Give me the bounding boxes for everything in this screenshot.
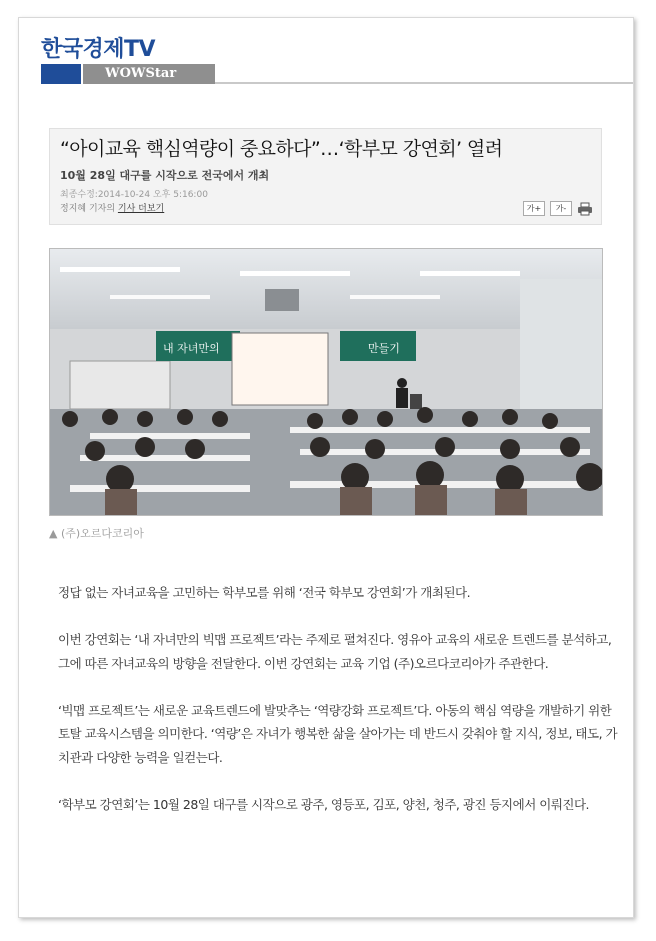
paragraph: 이번 강연회는 ‘내 자녀만의 빅맵 프로젝트’라는 주제로 펼쳐진다. 영유아 교육의 새로운 트렌드를 분석하고, 그에 따른 자녀교육의 방향을 전달한다. 이번 강연회는 교육 기업 (주)오르다코리아가 주관한다. [58,632,612,671]
article-header [49,128,602,225]
paragraph: ‘빅맵 프로젝트’는 새로운 교육트렌드에 발맞추는 ‘역량강화 프로젝트’다. 아동의 핵심 역량을 개발하기 위한 토탈 교육시스템을 의미한다. ‘역량’은 자녀가 행복한 삶을 살아가는 데 반드시 갖춰야 할 지식, 정보, 태도, 가치관과 다양한 능력을 일컫는다. [58,702,618,765]
banner-text-left: 내 자녀만의 [163,342,220,355]
more-articles-link[interactable]: 기사 더보기 [117,204,165,214]
updated-value: 2014-10-24 오후 5:16:00 [97,190,208,200]
photo-caption: ▲ (주)오르다코리아 [49,527,144,540]
reporter-line [60,201,164,214]
header-divider [215,82,633,84]
paragraph: 정답 없는 자녀교육을 고민하는 학부모를 위해 ‘전국 학부모 강연회’가 개최된다. [58,585,471,600]
font-decrease-button[interactable]: 가- [550,201,572,216]
paragraph: ‘학부모 강연회’는 10월 28일 대구를 시작으로 광주, 영등포, 김포, 양천, 청주, 광진 등지에서 이뤄진다. [58,796,590,812]
article-page [18,17,634,918]
article-photo [49,248,603,516]
article-headline: “아이교육 핵심역량이 중요하다”…‘학부모 강연회’ 열려 [60,138,503,160]
article-subhead: 10월 28일 대구를 시작으로 전국에서 개최 [60,169,270,182]
brand-section-label[interactable]: WOWStar [83,64,215,84]
reporter-name: 정지혜 기자의 [60,204,116,214]
brand-logo[interactable]: 한국경제TV [41,37,156,62]
article-tools [523,201,593,216]
font-increase-button[interactable]: 가+ [523,201,545,216]
article-body [58,581,618,840]
updated-time [60,187,208,200]
updated-label: 최종수정: [60,190,98,200]
banner-text-right: 만들기 [368,342,400,355]
brand-bar-accent [41,64,81,84]
projector-screen [232,333,328,405]
lecture-photo [50,249,602,515]
printer-icon[interactable] [577,202,593,216]
